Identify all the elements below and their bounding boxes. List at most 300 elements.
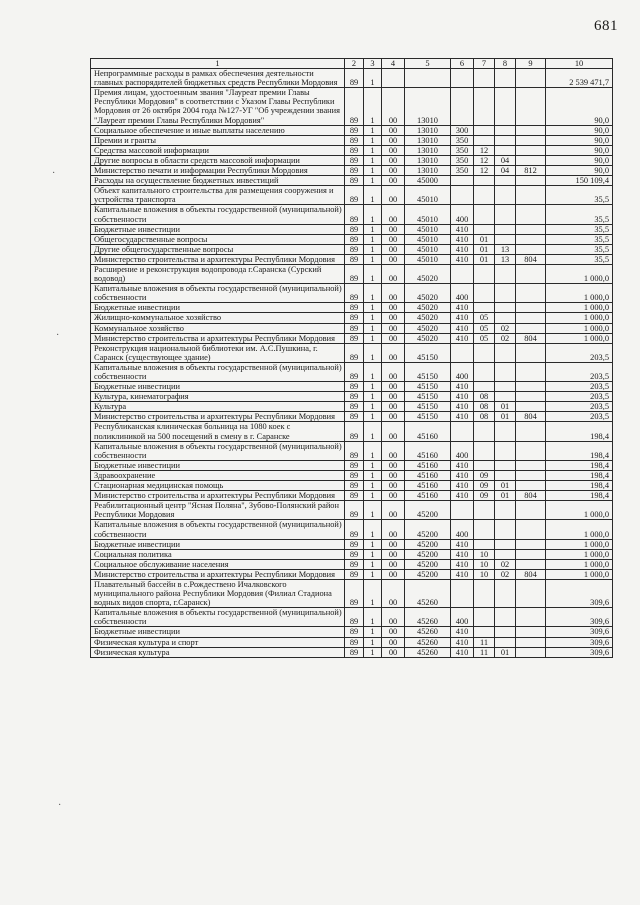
col9-cell — [516, 382, 546, 392]
col5-code-cell: 45020 — [405, 264, 451, 283]
col5-code-cell: 45260 — [405, 579, 451, 607]
col2-cell: 89 — [345, 166, 364, 176]
col9-cell — [516, 481, 546, 491]
col2-cell: 89 — [345, 205, 364, 224]
row-name-cell: Социальная политика — [91, 549, 345, 559]
col3-cell: 1 — [364, 244, 382, 254]
col2-cell: 89 — [345, 362, 364, 381]
col6-cell — [451, 88, 474, 125]
row-name-cell: Здравоохранение — [91, 470, 345, 480]
col5-code-cell: 45160 — [405, 491, 451, 501]
table-row — [91, 470, 613, 480]
amount-cell: 90,0 — [546, 145, 613, 155]
col2-cell: 89 — [345, 333, 364, 343]
col4-cell: 00 — [382, 244, 405, 254]
col2-cell: 89 — [345, 343, 364, 362]
amount-cell: 35,5 — [546, 244, 613, 254]
table-row — [91, 264, 613, 283]
col6-cell: 350 — [451, 135, 474, 145]
col7-cell — [474, 205, 495, 224]
table-row — [91, 323, 613, 333]
row-name-cell: Культура, кинематография — [91, 392, 345, 402]
col9-cell — [516, 284, 546, 303]
amount-cell: 1 000,0 — [546, 539, 613, 549]
col4-cell: 00 — [382, 125, 405, 135]
scan-speck: · — [58, 800, 62, 811]
col9-cell — [516, 205, 546, 224]
col9-cell — [516, 549, 546, 559]
col2-cell: 89 — [345, 303, 364, 313]
row-name-cell: Непрограммные расходы в рамках обеспечения деятельности главных распорядителей бюджетных средств Республики Мордовия — [91, 69, 345, 88]
col9-cell — [516, 501, 546, 520]
table-row — [91, 69, 613, 88]
col5-code-cell: 45020 — [405, 313, 451, 323]
col7-cell — [474, 441, 495, 460]
row-name-cell: Объект капитального строительства для размещения сооружения и устройства транспорта — [91, 186, 345, 205]
row-name-cell: Расходы на осуществление бюджетных инвестиций — [91, 176, 345, 186]
col8-cell — [495, 176, 516, 186]
col3-cell: 1 — [364, 264, 382, 283]
row-name-cell: Жилищно-коммунальное хозяйство — [91, 313, 345, 323]
amount-cell: 1 000,0 — [546, 559, 613, 569]
row-name-cell: Бюджетные инвестиции — [91, 382, 345, 392]
col3-cell: 1 — [364, 125, 382, 135]
col7-cell — [474, 501, 495, 520]
col8-cell — [495, 608, 516, 627]
row-name-cell: Бюджетные инвестиции — [91, 224, 345, 234]
col5-code-cell: 13010 — [405, 125, 451, 135]
col6-cell: 350 — [451, 155, 474, 165]
col2-cell: 89 — [345, 145, 364, 155]
col3-cell: 1 — [364, 186, 382, 205]
col6-cell: 400 — [451, 362, 474, 381]
col6-cell: 410 — [451, 549, 474, 559]
col7-cell — [474, 303, 495, 313]
col6-cell: 350 — [451, 145, 474, 155]
col9-cell — [516, 176, 546, 186]
col3-cell: 1 — [364, 343, 382, 362]
column-header-6: 6 — [451, 59, 474, 69]
col5-code-cell: 45160 — [405, 422, 451, 441]
col7-cell — [474, 382, 495, 392]
col5-code-cell: 45020 — [405, 323, 451, 333]
table-row — [91, 501, 613, 520]
col3-cell: 1 — [364, 470, 382, 480]
col3-cell: 1 — [364, 392, 382, 402]
col2-cell: 89 — [345, 441, 364, 460]
col7-cell: 09 — [474, 481, 495, 491]
col9-cell — [516, 362, 546, 381]
col2-cell: 89 — [345, 69, 364, 88]
col8-cell — [495, 313, 516, 323]
col8-cell — [495, 264, 516, 283]
col5-code-cell: 45150 — [405, 412, 451, 422]
col6-cell: 410 — [451, 234, 474, 244]
col5-code-cell: 45010 — [405, 234, 451, 244]
col9-cell — [516, 392, 546, 402]
table-row — [91, 441, 613, 460]
col7-cell — [474, 362, 495, 381]
col5-code-cell: 45260 — [405, 627, 451, 637]
col6-cell: 410 — [451, 491, 474, 501]
col2-cell: 89 — [345, 569, 364, 579]
col6-cell: 350 — [451, 166, 474, 176]
col9-cell: 804 — [516, 333, 546, 343]
col9-cell — [516, 69, 546, 88]
col3-cell: 1 — [364, 284, 382, 303]
col9-cell — [516, 244, 546, 254]
col9-cell — [516, 470, 546, 480]
col4-cell: 00 — [382, 559, 405, 569]
col9-cell: 804 — [516, 254, 546, 264]
col4-cell: 00 — [382, 343, 405, 362]
col5-code-cell: 13010 — [405, 88, 451, 125]
col2-cell: 89 — [345, 224, 364, 234]
col8-cell — [495, 520, 516, 539]
col8-cell — [495, 205, 516, 224]
col9-cell — [516, 303, 546, 313]
col6-cell — [451, 422, 474, 441]
table-row — [91, 392, 613, 402]
col5-code-cell: 45260 — [405, 637, 451, 647]
col6-cell: 410 — [451, 254, 474, 264]
row-name-cell: Республиканская клиническая больница на 1080 коек с поликлиникой на 500 посещений в смену в г. Саранске — [91, 422, 345, 441]
col6-cell — [451, 501, 474, 520]
col2-cell: 89 — [345, 608, 364, 627]
col8-cell: 04 — [495, 155, 516, 165]
col6-cell: 410 — [451, 481, 474, 491]
col6-cell: 300 — [451, 125, 474, 135]
col4-cell: 00 — [382, 501, 405, 520]
amount-cell: 309,6 — [546, 579, 613, 607]
col9-cell — [516, 145, 546, 155]
col6-cell: 410 — [451, 382, 474, 392]
col5-code-cell: 13010 — [405, 145, 451, 155]
col8-cell — [495, 637, 516, 647]
row-name-cell: Капитальные вложения в объекты государственной (муниципальной) собственности — [91, 362, 345, 381]
col5-code-cell: 45200 — [405, 520, 451, 539]
col4-cell: 00 — [382, 539, 405, 549]
col4-cell: 00 — [382, 491, 405, 501]
col3-cell: 1 — [364, 313, 382, 323]
col4-cell: 00 — [382, 460, 405, 470]
col6-cell: 410 — [451, 392, 474, 402]
col9-cell — [516, 125, 546, 135]
table-row — [91, 166, 613, 176]
col3-cell: 1 — [364, 539, 382, 549]
table-row — [91, 155, 613, 165]
row-name-cell: Министерство строительства и архитектуры Республики Мордовия — [91, 412, 345, 422]
col3-cell: 1 — [364, 460, 382, 470]
col2-cell: 89 — [345, 125, 364, 135]
amount-cell: 2 539 471,7 — [546, 69, 613, 88]
col7-cell — [474, 520, 495, 539]
col3-cell: 1 — [364, 382, 382, 392]
table-row — [91, 125, 613, 135]
col3-cell: 1 — [364, 69, 382, 88]
col6-cell: 400 — [451, 205, 474, 224]
col2-cell: 89 — [345, 637, 364, 647]
col5-code-cell: 45150 — [405, 343, 451, 362]
row-name-cell: Бюджетные инвестиции — [91, 460, 345, 470]
col9-cell — [516, 234, 546, 244]
col2-cell: 89 — [345, 234, 364, 244]
col9-cell — [516, 647, 546, 657]
amount-cell: 1 000,0 — [546, 520, 613, 539]
col6-cell: 400 — [451, 441, 474, 460]
amount-cell: 309,6 — [546, 647, 613, 657]
col5-code-cell: 45160 — [405, 460, 451, 470]
row-name-cell: Средства массовой информации — [91, 145, 345, 155]
col9-cell — [516, 559, 546, 569]
col6-cell: 410 — [451, 224, 474, 234]
col7-cell — [474, 284, 495, 303]
col7-cell: 10 — [474, 569, 495, 579]
amount-cell: 198,4 — [546, 481, 613, 491]
row-name-cell: Премия лицам, удостоенным звания "Лауреат премии Главы Республики Мордовия" в соответствии с Указом Главы Республики Мордовия от 26 октября 2004 года №127-УГ "Об учреждении звания "Лауреат премии Главы Республики Мордовия" — [91, 88, 345, 125]
col3-cell: 1 — [364, 88, 382, 125]
row-name-cell: Расширение и реконструкция водопровода г.Саранска (Сурский водовод) — [91, 264, 345, 283]
table-row — [91, 224, 613, 234]
amount-cell: 1 000,0 — [546, 264, 613, 283]
col8-cell — [495, 422, 516, 441]
col8-cell — [495, 284, 516, 303]
col3-cell: 1 — [364, 176, 382, 186]
col5-code-cell: 45010 — [405, 205, 451, 224]
col6-cell — [451, 186, 474, 205]
row-name-cell: Капитальные вложения в объекты государственной (муниципальной) собственности — [91, 520, 345, 539]
col8-cell: 01 — [495, 412, 516, 422]
amount-cell: 90,0 — [546, 135, 613, 145]
col2-cell: 89 — [345, 422, 364, 441]
column-header-10: 10 — [546, 59, 613, 69]
col3-cell: 1 — [364, 412, 382, 422]
col4-cell: 00 — [382, 205, 405, 224]
col4-cell: 00 — [382, 186, 405, 205]
col2-cell: 89 — [345, 579, 364, 607]
col6-cell: 410 — [451, 627, 474, 637]
table-row — [91, 88, 613, 125]
col6-cell: 410 — [451, 637, 474, 647]
row-name-cell: Министерство печати и информации Республики Мордовия — [91, 166, 345, 176]
col2-cell: 89 — [345, 264, 364, 283]
column-header-7: 7 — [474, 59, 495, 69]
table-row — [91, 412, 613, 422]
col9-cell — [516, 608, 546, 627]
col8-cell — [495, 186, 516, 205]
col7-cell — [474, 69, 495, 88]
col5-code-cell: 45200 — [405, 569, 451, 579]
col3-cell: 1 — [364, 166, 382, 176]
col8-cell — [495, 303, 516, 313]
table-row — [91, 481, 613, 491]
col9-cell — [516, 313, 546, 323]
amount-cell: 1 000,0 — [546, 303, 613, 313]
col8-cell — [495, 145, 516, 155]
col2-cell: 89 — [345, 155, 364, 165]
amount-cell: 203,5 — [546, 343, 613, 362]
col4-cell: 00 — [382, 323, 405, 333]
col4-cell: 00 — [382, 647, 405, 657]
col7-cell: 08 — [474, 392, 495, 402]
col4-cell: 00 — [382, 303, 405, 313]
col8-cell — [495, 125, 516, 135]
amount-cell: 198,4 — [546, 460, 613, 470]
col9-cell — [516, 441, 546, 460]
col3-cell: 1 — [364, 491, 382, 501]
col6-cell: 410 — [451, 539, 474, 549]
col6-cell: 410 — [451, 333, 474, 343]
row-name-cell: Капитальные вложения в объекты государственной (муниципальной) собственности — [91, 284, 345, 303]
col4-cell: 00 — [382, 412, 405, 422]
table-header-row — [91, 59, 613, 69]
table-row — [91, 402, 613, 412]
col3-cell: 1 — [364, 608, 382, 627]
col2-cell: 89 — [345, 254, 364, 264]
row-name-cell: Культура — [91, 402, 345, 412]
col7-cell — [474, 135, 495, 145]
col2-cell: 89 — [345, 470, 364, 480]
col4-cell: 00 — [382, 313, 405, 323]
col3-cell: 1 — [364, 135, 382, 145]
col7-cell: 01 — [474, 244, 495, 254]
row-name-cell: Министерство строительства и архитектуры Республики Мордовия — [91, 491, 345, 501]
table-row — [91, 422, 613, 441]
col6-cell: 410 — [451, 569, 474, 579]
col8-cell — [495, 460, 516, 470]
scan-speck: · — [52, 168, 56, 179]
row-name-cell: Физическая культура и спорт — [91, 637, 345, 647]
col8-cell: 01 — [495, 481, 516, 491]
col7-cell — [474, 627, 495, 637]
col4-cell: 00 — [382, 520, 405, 539]
col5-code-cell: 45020 — [405, 303, 451, 313]
col4-cell: 00 — [382, 224, 405, 234]
col5-code-cell: 45160 — [405, 470, 451, 480]
col9-cell — [516, 539, 546, 549]
table-row — [91, 333, 613, 343]
col2-cell: 89 — [345, 481, 364, 491]
col8-cell: 02 — [495, 569, 516, 579]
col5-code-cell: 45150 — [405, 362, 451, 381]
row-name-cell: Министерство строительства и архитектуры Республики Мордовия — [91, 254, 345, 264]
col7-cell: 09 — [474, 491, 495, 501]
col7-cell: 10 — [474, 549, 495, 559]
col2-cell: 89 — [345, 244, 364, 254]
col2-cell: 89 — [345, 382, 364, 392]
col3-cell: 1 — [364, 323, 382, 333]
col5-code-cell: 45010 — [405, 224, 451, 234]
column-header-5: 5 — [405, 59, 451, 69]
col7-cell: 05 — [474, 323, 495, 333]
col3-cell: 1 — [364, 254, 382, 264]
col3-cell: 1 — [364, 549, 382, 559]
col7-cell: 09 — [474, 470, 495, 480]
col5-code-cell: 13010 — [405, 166, 451, 176]
col4-cell: 00 — [382, 362, 405, 381]
col8-cell: 02 — [495, 333, 516, 343]
amount-cell: 1 000,0 — [546, 569, 613, 579]
col3-cell: 1 — [364, 569, 382, 579]
col6-cell: 410 — [451, 313, 474, 323]
col8-cell — [495, 69, 516, 88]
table-row — [91, 549, 613, 559]
col4-cell: 00 — [382, 608, 405, 627]
col8-cell — [495, 382, 516, 392]
col3-cell: 1 — [364, 333, 382, 343]
amount-cell: 309,6 — [546, 637, 613, 647]
col7-cell — [474, 460, 495, 470]
col4-cell: 00 — [382, 470, 405, 480]
amount-cell: 1 000,0 — [546, 323, 613, 333]
col7-cell — [474, 224, 495, 234]
col8-cell — [495, 343, 516, 362]
table-row — [91, 313, 613, 323]
table-row — [91, 284, 613, 303]
col4-cell: 00 — [382, 549, 405, 559]
col2-cell: 89 — [345, 402, 364, 412]
col3-cell: 1 — [364, 145, 382, 155]
col9-cell — [516, 224, 546, 234]
col7-cell: 01 — [474, 234, 495, 244]
col8-cell: 13 — [495, 254, 516, 264]
col5-code-cell: 45010 — [405, 244, 451, 254]
col4-cell: 00 — [382, 627, 405, 637]
col7-cell — [474, 186, 495, 205]
amount-cell: 35,5 — [546, 224, 613, 234]
col8-cell — [495, 579, 516, 607]
col4-cell: 00 — [382, 176, 405, 186]
col4-cell: 00 — [382, 234, 405, 244]
row-name-cell: Другие общегосударственные вопросы — [91, 244, 345, 254]
col3-cell: 1 — [364, 627, 382, 637]
col3-cell: 1 — [364, 303, 382, 313]
col6-cell: 410 — [451, 647, 474, 657]
col7-cell: 12 — [474, 166, 495, 176]
table-row — [91, 627, 613, 637]
col2-cell: 89 — [345, 549, 364, 559]
col8-cell: 02 — [495, 559, 516, 569]
col3-cell: 1 — [364, 422, 382, 441]
col2-cell: 89 — [345, 647, 364, 657]
col8-cell: 01 — [495, 491, 516, 501]
amount-cell: 1 000,0 — [546, 333, 613, 343]
col2-cell: 89 — [345, 460, 364, 470]
col5-code-cell: 45020 — [405, 333, 451, 343]
table-body — [91, 69, 613, 658]
col3-cell: 1 — [364, 441, 382, 460]
amount-cell: 150 109,4 — [546, 176, 613, 186]
col4-cell: 00 — [382, 402, 405, 412]
col4-cell: 00 — [382, 254, 405, 264]
col9-cell — [516, 402, 546, 412]
col9-cell — [516, 88, 546, 125]
table-row — [91, 491, 613, 501]
table-row — [91, 637, 613, 647]
col6-cell: 410 — [451, 303, 474, 313]
col5-code-cell: 45200 — [405, 559, 451, 569]
col2-cell: 89 — [345, 520, 364, 539]
col9-cell — [516, 186, 546, 205]
col8-cell — [495, 88, 516, 125]
col3-cell: 1 — [364, 481, 382, 491]
col8-cell — [495, 135, 516, 145]
table-row — [91, 186, 613, 205]
col3-cell: 1 — [364, 501, 382, 520]
col2-cell: 89 — [345, 627, 364, 637]
col4-cell: 00 — [382, 333, 405, 343]
col5-code-cell: 13010 — [405, 155, 451, 165]
